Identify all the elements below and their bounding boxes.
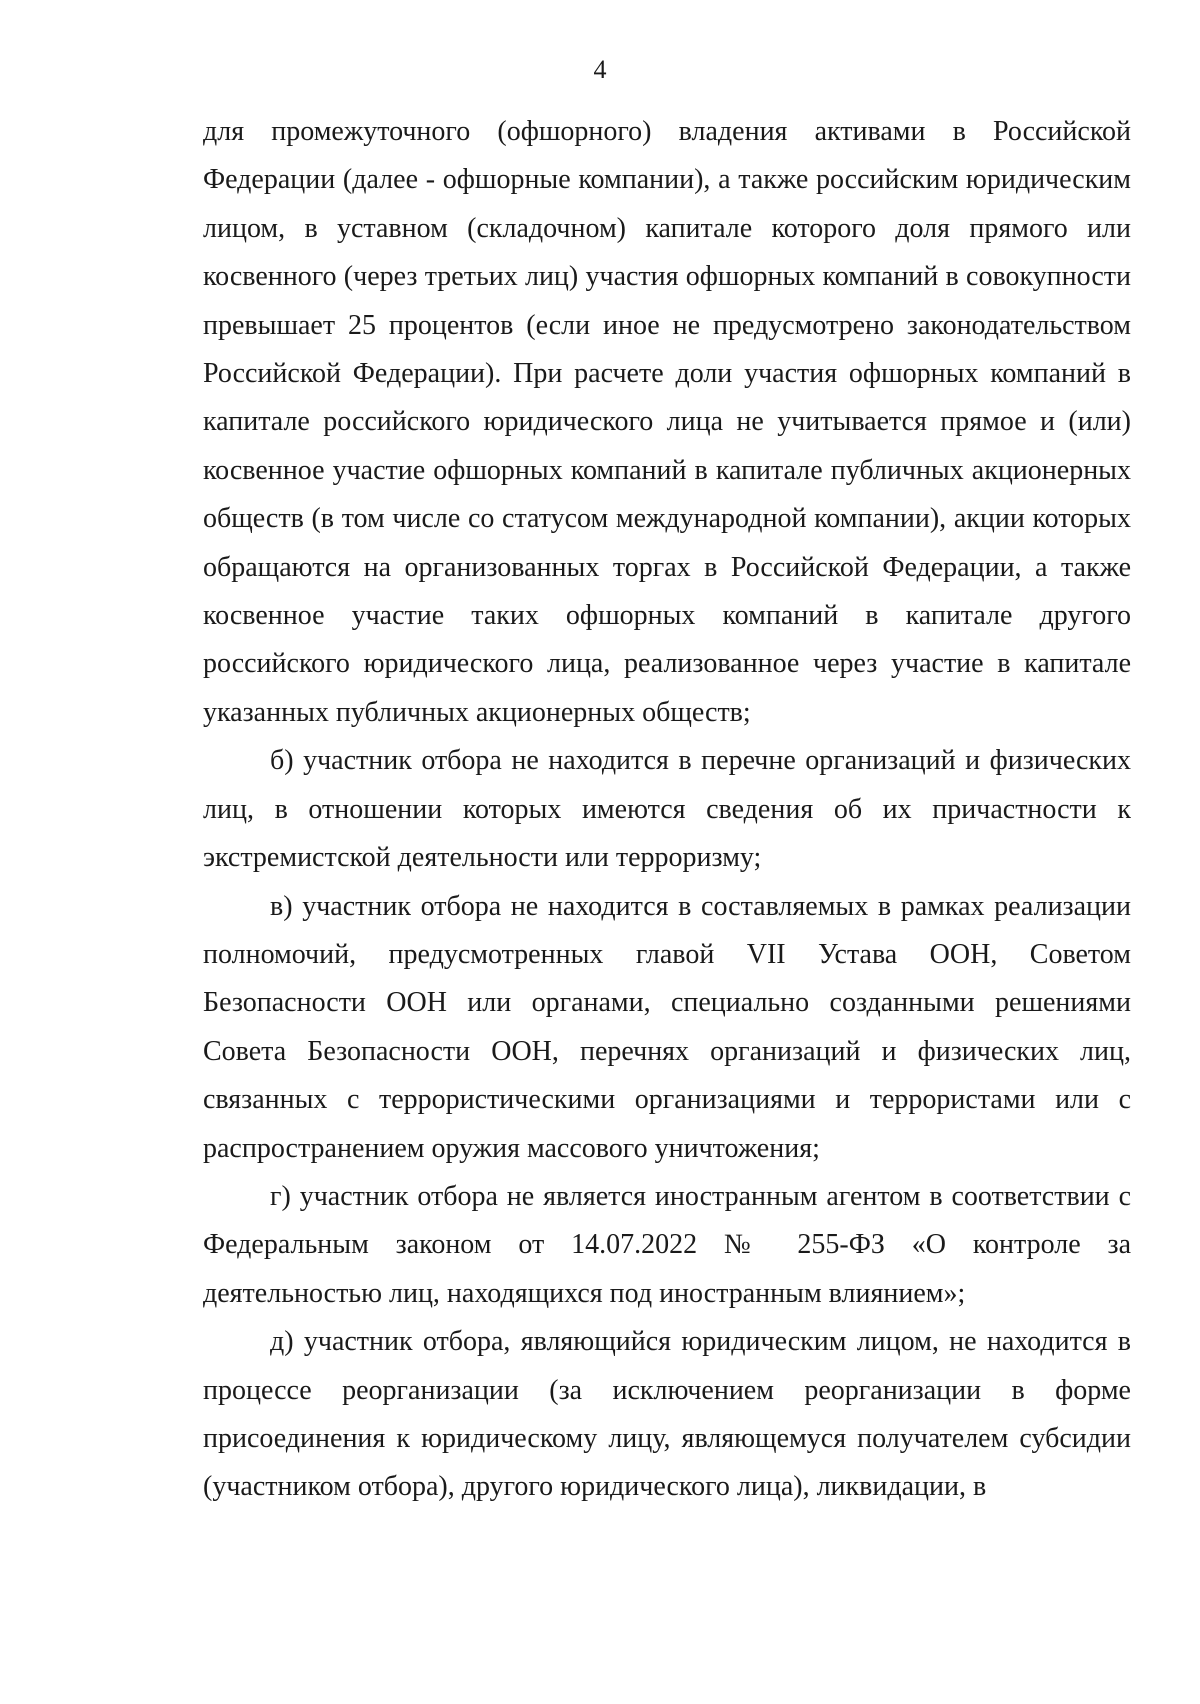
paragraph-offshore-continuation: для промежуточного (офшорного) владения активами в Российской Федерации (далее - офшорные компании), а также российским юридическим лицом, в уставном (складочном) капитале которого доля прямого или косвенного (через третьих лиц) участия офшорных компаний в совокупности превышает 25 процентов (если иное не предусмотрено законодательством Российской Федерации). При расчете доли участия офшорных компаний в капитале российского юридического лица не учитывается прямое и (или) косвенное участие офшорных компаний в капитале публичных акционерных обществ (в том числе со статусом международной компании), акции которых обращаются на организованных торгах в Российской Федерации, а также косвенное участие таких офшорных компаний в капитале другого российского юридического лица, реализованное через участие в капитале указанных публичных акционерных обществ; <box>203 116 1131 728</box>
paragraph-item-d: д) участник отбора, являющийся юридическим лицом, не находится в процессе реорганизации (за исключением реорганизации в форме присоединения к юридическому лицу, являющемуся получателем субсидии (участником отбора), другого юридического лица), ликвидации, в <box>203 1326 1131 1503</box>
page-number: 4 <box>593 55 607 84</box>
paragraph-item-v: в) участник отбора не находится в составляемых в рамках реализации полномочий, предусмотренных главой VII Устава ООН, Советом Безопасности ООН или органами, специально созданными решениями Совета Безопасности ООН, перечнях организаций и физических лиц, связанных с террористическими организациями и террористами или с распространением оружия массового уничтожения; <box>203 890 1131 1164</box>
paragraph-item-b: б) участник отбора не находится в перечне организаций и физических лиц, в отношении которых имеются сведения об их причастности к экстремистской деятельности или терроризму; <box>203 745 1131 874</box>
document-body <box>203 108 1131 1512</box>
paragraph-item-g: г) участник отбора не является иностранным агентом в соответствии с Федеральным законом от 14.07.2022 № 255-ФЗ «О контроле за деятельностью лиц, находящихся под иностранным влиянием»; <box>203 1180 1131 1309</box>
